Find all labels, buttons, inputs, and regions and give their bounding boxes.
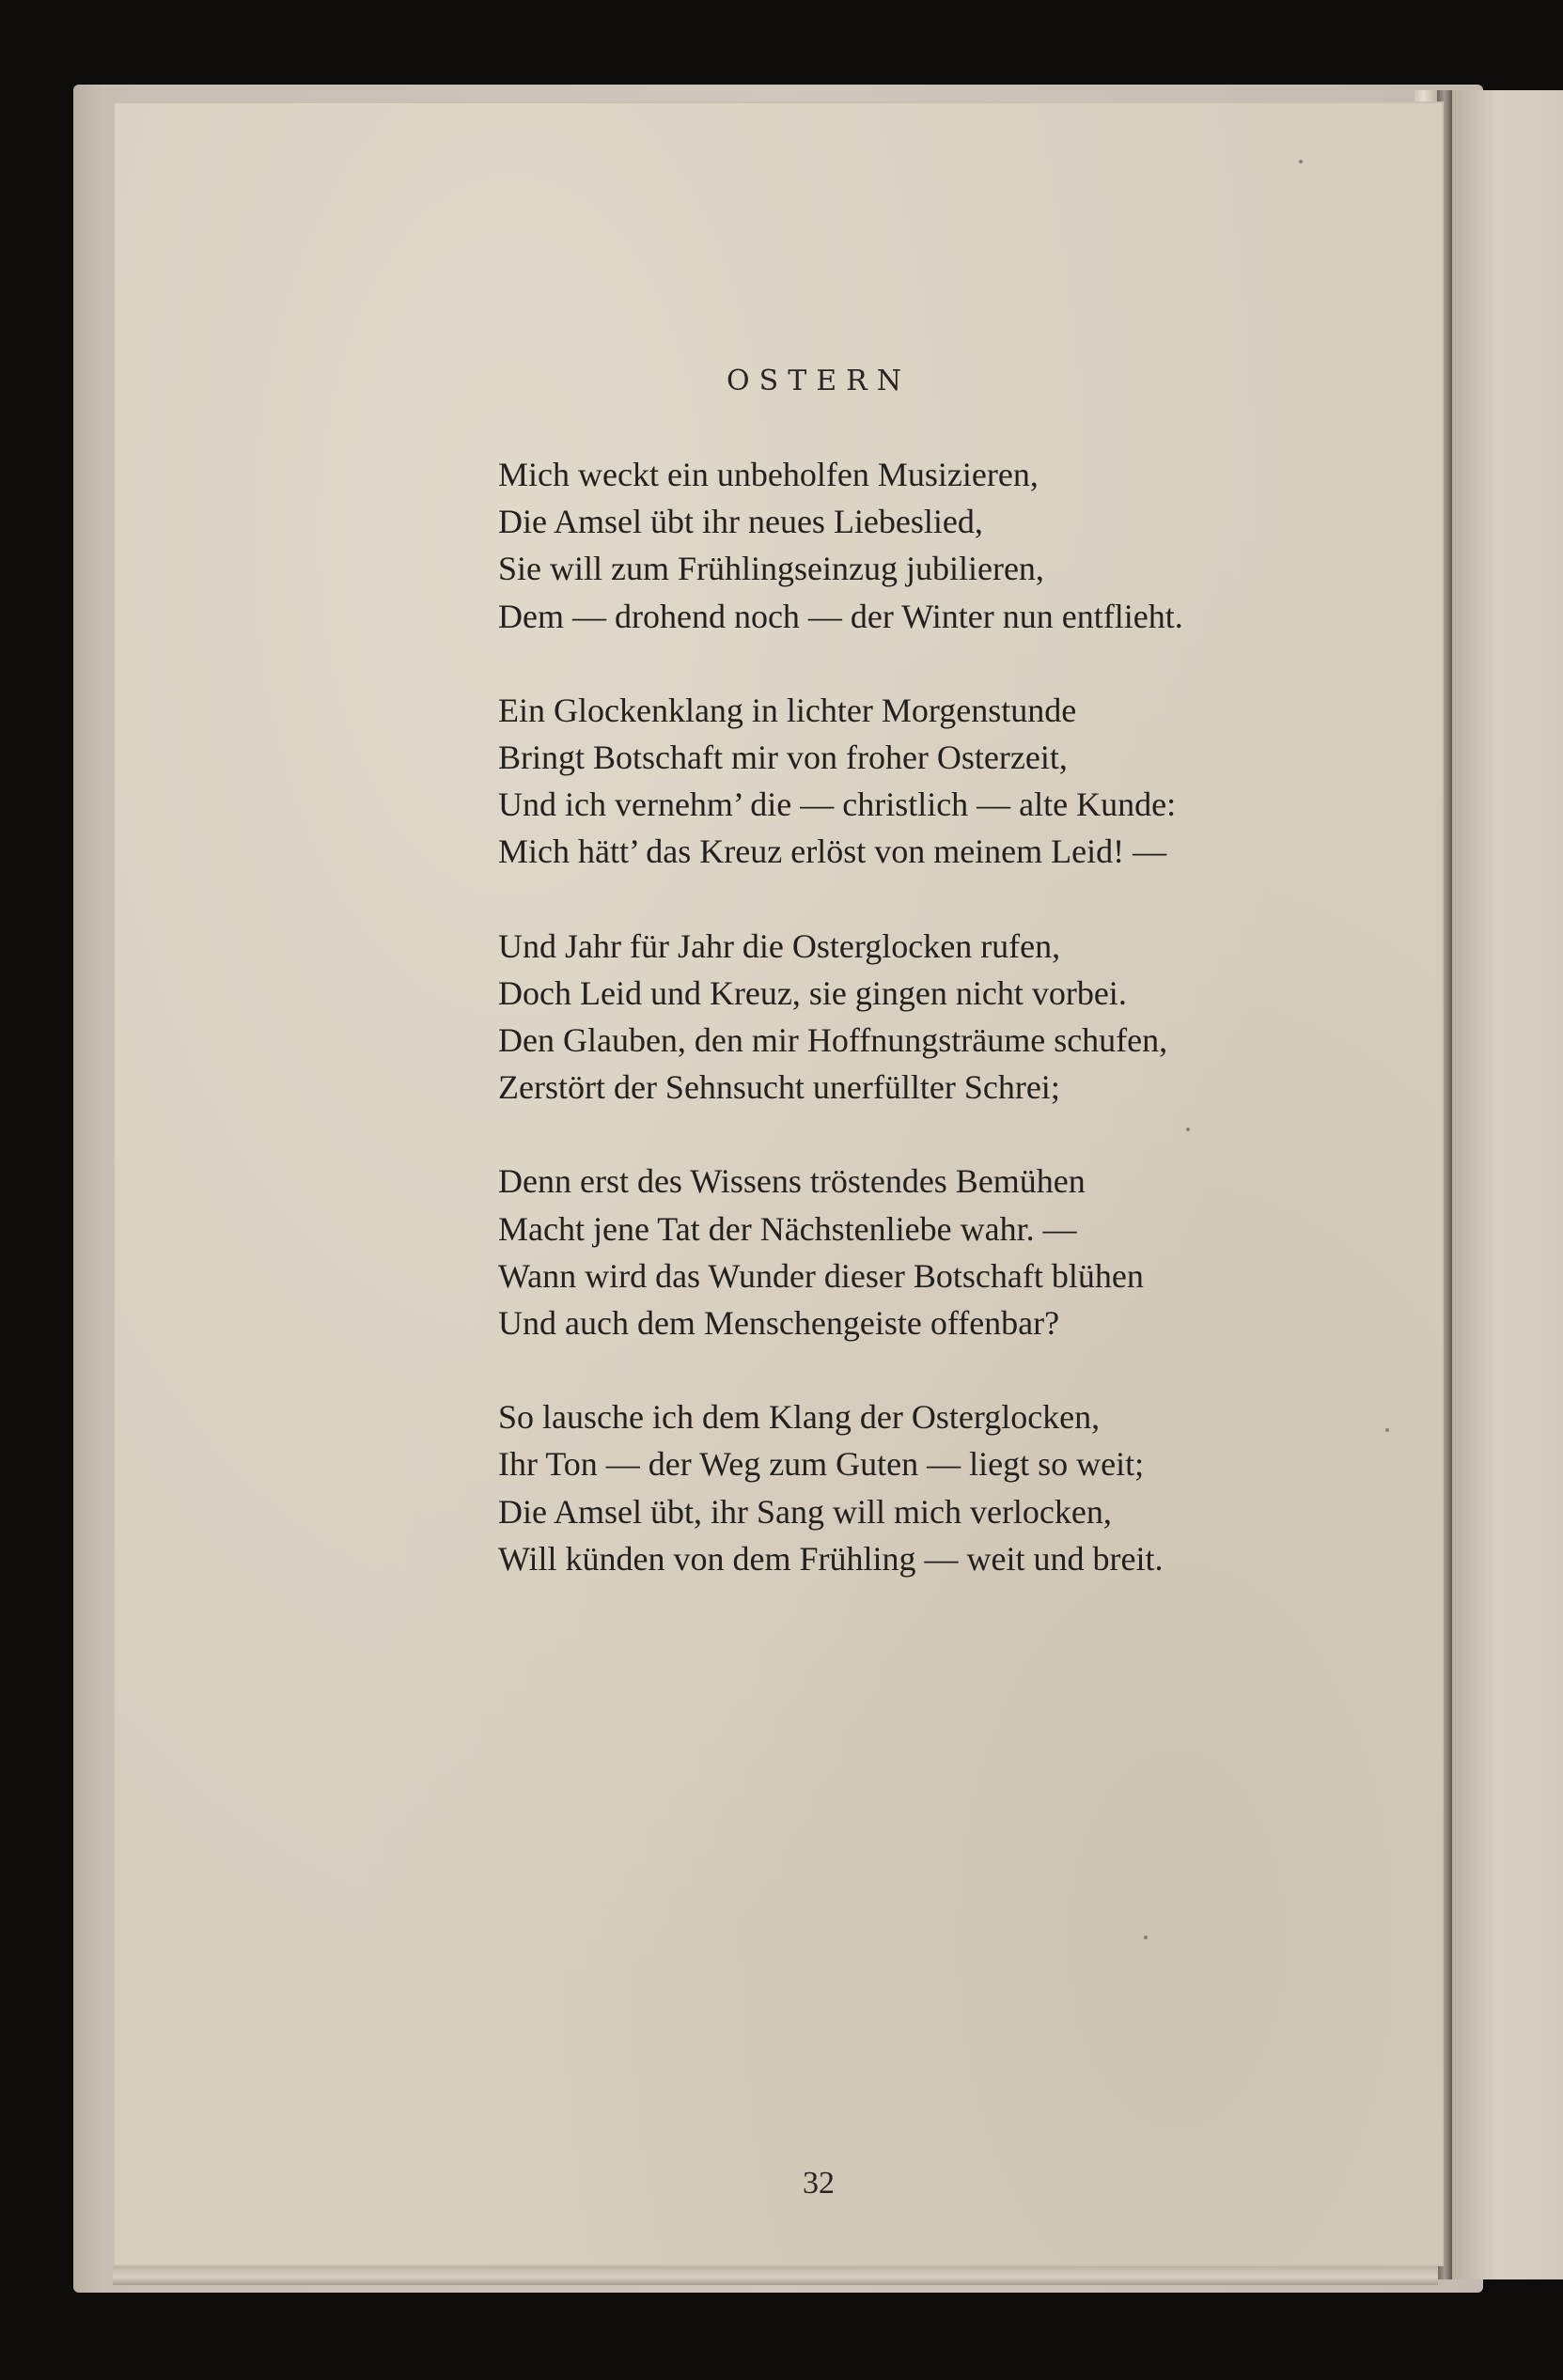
poem-line: Ein Glockenklang in lichter Morgenstunde <box>498 691 1077 729</box>
poem-line: So lausche ich dem Klang der Osterglocken, <box>498 1398 1101 1437</box>
page-bottom-edge <box>113 2264 1438 2285</box>
stanza <box>498 451 1344 640</box>
poem-title: OSTERN <box>727 365 911 397</box>
poem-line: Den Glauben, den mir Hoffnungsträume schufen, <box>498 1021 1168 1060</box>
poem-line: Doch Leid und Kreuz, sie gingen nicht vorbei. <box>498 973 1127 1012</box>
poem-line: Und ich vernehm’ die — christlich — alte Kunde: <box>498 786 1177 824</box>
paper-speck <box>1144 1936 1148 1939</box>
poem-line: Die Amsel übt, ihr Sang will mich verlocken, <box>498 1492 1112 1531</box>
poem-line: Zerstört der Sehnsucht unerfüllter Schrei; <box>498 1068 1060 1107</box>
poem-line: Mich weckt ein unbeholfen Musizieren, <box>498 456 1039 493</box>
poem-line: Und auch dem Menschengeiste offenbar? <box>498 1304 1060 1343</box>
paper-speck <box>1186 1128 1190 1131</box>
book-page <box>115 103 1442 2264</box>
paper-speck <box>1299 160 1303 163</box>
poem-line: Und Jahr für Jahr die Osterglocken rufen, <box>498 926 1061 965</box>
poem-line: Die Amsel übt ihr neues Liebeslied, <box>498 503 983 541</box>
paper-speck <box>1385 1428 1389 1432</box>
poem-line: Ihr Ton — der Weg zum Guten — liegt so weit; <box>498 1445 1145 1484</box>
poem-line: Will künden von dem Frühling — weit und breit. <box>498 1539 1164 1578</box>
stanza <box>498 1158 1344 1346</box>
poem-line: Dem — drohend noch — der Winter nun entflieht. <box>498 597 1183 635</box>
page-number: 32 <box>803 2166 835 2201</box>
poem-line: Macht jene Tat der Nächstenliebe wahr. — <box>498 1209 1077 1248</box>
stanza <box>498 687 1344 876</box>
poem-line: Wann wird das Wunder dieser Botschaft blühen <box>498 1256 1144 1295</box>
facing-page-edge <box>1452 90 1563 2279</box>
poem-body <box>498 451 1344 1629</box>
poem-line: Sie will zum Frühlingseinzug jubilieren, <box>498 550 1044 588</box>
poem-line: Denn erst des Wissens tröstendes Bemühen <box>498 1162 1086 1201</box>
stanza <box>498 1393 1344 1582</box>
poem-line: Bringt Botschaft mir von froher Osterzeit, <box>498 739 1068 777</box>
stanza <box>498 923 1344 1112</box>
poem-line: Mich hätt’ das Kreuz erlöst von meinem Leid! — <box>498 832 1167 871</box>
